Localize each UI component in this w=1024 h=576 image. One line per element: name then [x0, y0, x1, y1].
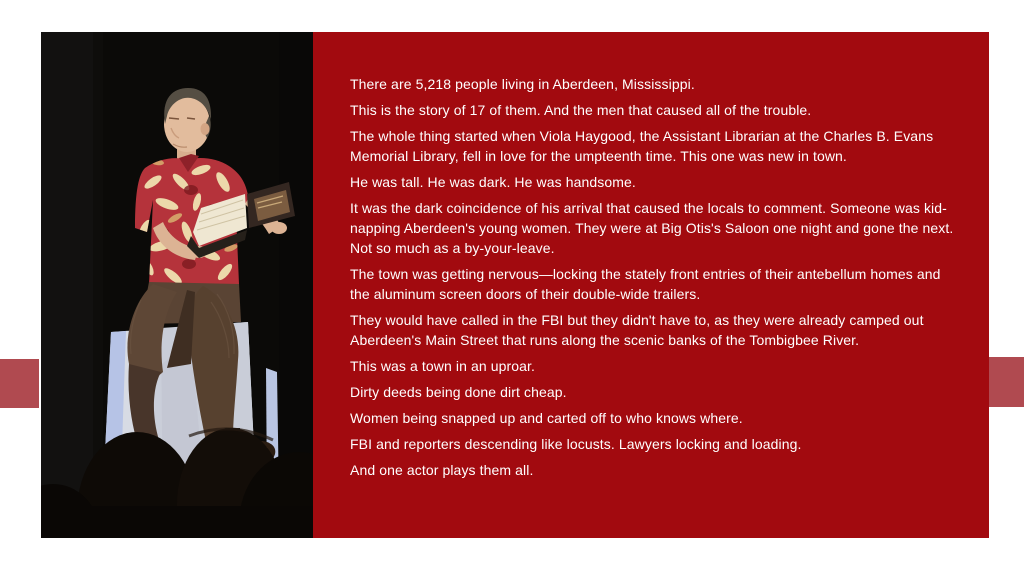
story-paragraph: And one actor plays them all. — [350, 462, 534, 478]
story-paragraph: There are 5,218 people living in Aberdeen, Mississippi. — [350, 76, 695, 92]
story-paragraph: The town was getting nervous—locking the stately front entries of their antebellum homes and the aluminum screen doors of their double-wide trailers. — [350, 266, 941, 302]
story-paragraph: FBI and reporters descending like locusts. Lawyers locking and loading. — [350, 436, 802, 452]
story-panel — [313, 32, 989, 538]
story-paragraph: Women being snapped up and carted off to who knows where. — [350, 410, 743, 426]
story-paragraph: This is the story of 17 of them. And the men that caused all of the trouble. — [350, 102, 812, 118]
right-accent-bar — [989, 357, 1024, 407]
actor-head — [164, 88, 211, 152]
story-paragraph: They would have called in the FBI but they didn't have to, as they were already camped out Aberdeen's Main Street that runs along the scenic banks of the Tombigbee River. — [350, 312, 924, 348]
story-paragraph: He was tall. He was dark. He was handsome. — [350, 174, 636, 190]
story-paragraph: This was a town in an uproar. — [350, 358, 535, 374]
actor-photo — [41, 32, 313, 538]
story-paragraph: The whole thing started when Viola Haygood, the Assistant Librarian at the Charles B. Evans Memorial Library, fell in love for the umpteenth time. This one was new in town. — [350, 128, 934, 164]
story-paragraph: Dirty deeds being done dirt cheap. — [350, 384, 567, 400]
story-paragraphs — [350, 74, 960, 480]
actor-photo-image — [41, 32, 313, 538]
left-accent-bar — [0, 359, 39, 408]
story-paragraph: It was the dark coincidence of his arrival that caused the locals to comment. Someone was kid-napping Aberdeen's young women. They were at Big Otis's Saloon one night and gone the next. Not so much as a by-your-leave. — [350, 200, 954, 256]
